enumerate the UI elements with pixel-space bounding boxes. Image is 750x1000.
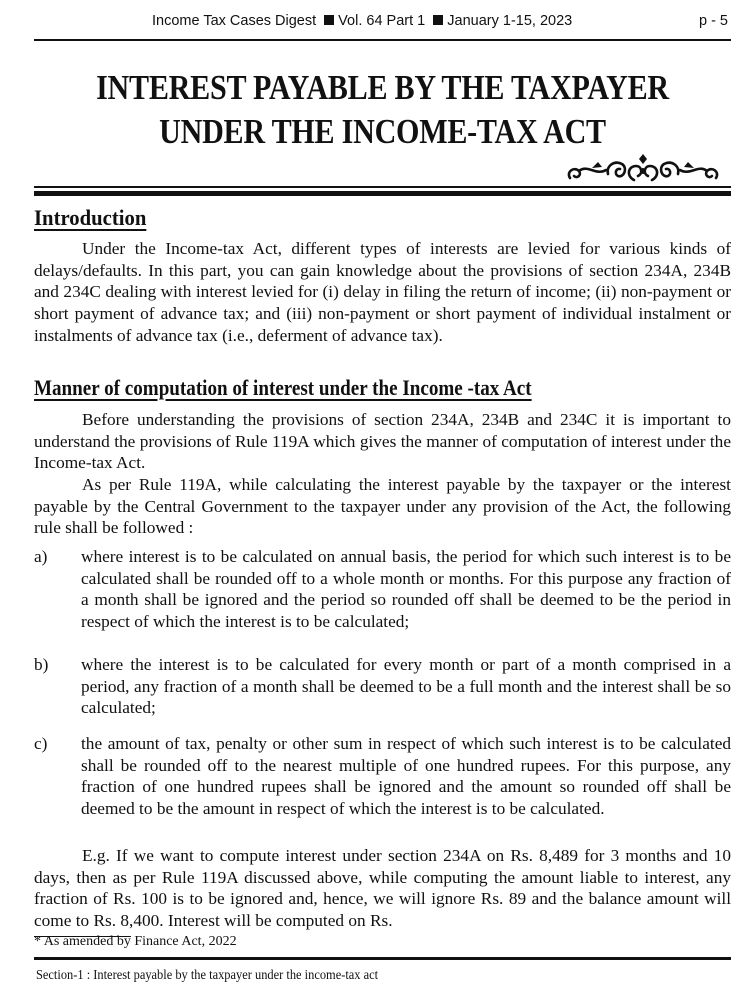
title-line-1: INTEREST PAYABLE BY THE TAXPAYER: [96, 68, 669, 107]
black-square-icon: [433, 15, 443, 25]
page-title: [83, 66, 682, 154]
paragraph-rule-119a-intro: Before understanding the provisions of section 234A, 234B and 234C it is important to understand the provisions of Rule 119A which gives the manner of computation of interest under the Income-tax Act.: [34, 410, 731, 473]
scroll-flourish-ornament-icon: [562, 152, 724, 186]
list-marker: b): [34, 655, 49, 674]
title-line-2: UNDER THE INCOME-TAX ACT: [159, 112, 606, 151]
journal-name: Income Tax Cases Digest: [152, 13, 317, 29]
paragraph-as-per-rule-119a: As per Rule 119A, while calculating the interest payable by the taxpayer or the interest payable by the Central Government to the taxpayer under any provision of the Act, the following rule shall be followed :: [34, 475, 731, 538]
footer-divider: [34, 957, 731, 960]
list-marker: a): [34, 547, 48, 566]
list-item-text: where interest is to be calculated on annual basis, the period for which such interest is to be calculated shall be rounded off to a whole month or months. For this purpose any fraction of a month shall be ignored and the period so rounded off shall be deemed to be the period in respect of which the interest is to be calculated;: [81, 547, 731, 632]
footnote: * As amended by Finance Act, 2022: [34, 934, 237, 949]
running-footer: Section-1 : Interest payable by the taxpayer under the income-tax act: [36, 967, 379, 982]
page-number: p - 5: [698, 13, 728, 29]
journal-volume: Vol. 64 Part 1: [338, 13, 426, 29]
intro-paragraph: Under the Income-tax Act, different types of interests are levied for various kinds of delays/defaults. In this part, you can gain knowledge about the provisions of section 234A, 234B and 234C dealing with interest levied for (i) delay in filing the return of income; (ii) non-payment or short payment of advance tax; and (iii) non-payment or short payment of individual instalment or instalments of advance tax (i.e., deferment of advance tax).: [34, 239, 731, 345]
black-square-icon: [324, 15, 334, 25]
journal-citation: [152, 11, 572, 31]
header-divider: [34, 39, 731, 41]
journal-date: January 1-15, 2023: [447, 13, 573, 29]
list-item-text: where the interest is to be calculated for every month or part of a month comprised in a period, any fraction of a month shall be deemed to be a full month and the interest shall be so calculated;: [81, 655, 731, 718]
heading-manner-of-computation: Manner of computation of interest under the Income -tax Act: [34, 375, 532, 400]
heading-introduction: Introduction: [34, 205, 147, 230]
list-marker: c): [34, 734, 48, 753]
example-paragraph: E.g. If we want to compute interest under section 234A on Rs. 8,489 for 3 months and 10 days, then as per Rule 119A discussed above, while computing the amount liable to interest, any fraction of Rs. 100 is to be ignored and, hence, we will ignore Rs. 89 and the balance amount will come to Rs. 8,400. Interest will be computed on Rs.: [34, 846, 731, 931]
list-item-text: the amount of tax, penalty or other sum in respect of which such interest is to be calculated shall be rounded off to the nearest multiple of one hundred rupees. For this purpose, any fraction of one hundred rupees shall be ignored and the amount so rounded off shall be deemed to be the amount in respect of which the interest is to be calculated.: [81, 734, 731, 819]
running-header: [34, 10, 731, 30]
title-divider-thick: [34, 191, 731, 196]
title-divider-thin: [34, 186, 731, 188]
